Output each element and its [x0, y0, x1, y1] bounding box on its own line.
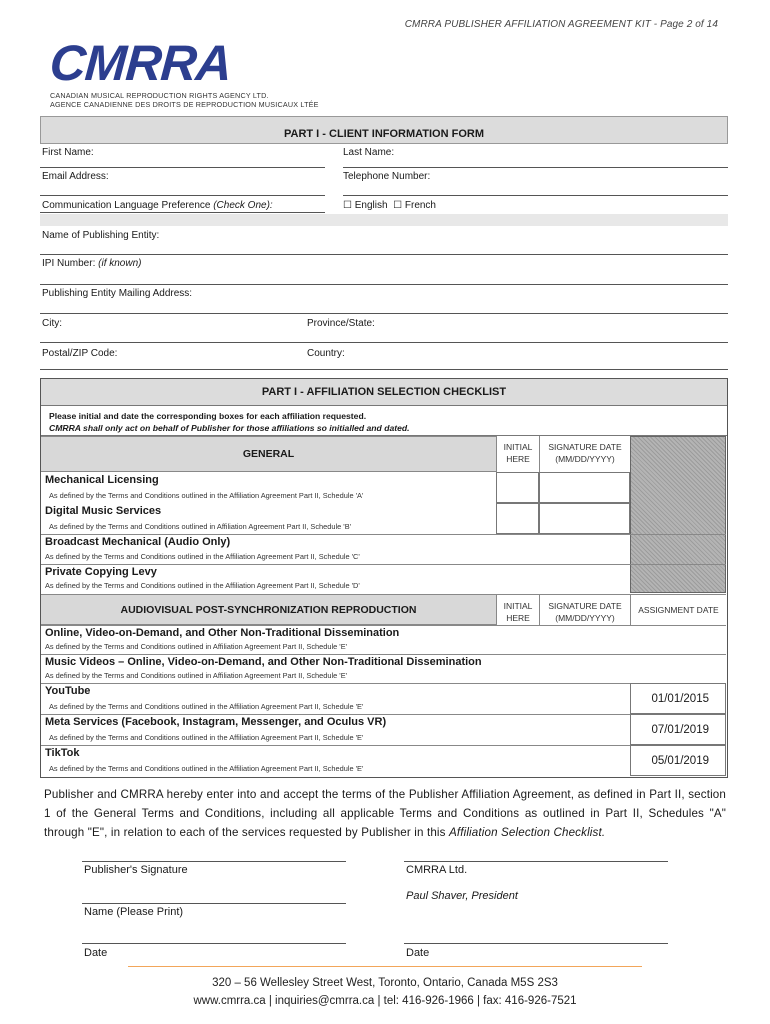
- print-name-line[interactable]: [82, 903, 346, 904]
- checklist-title: PART I - AFFILIATION SELECTION CHECKLIST: [41, 379, 727, 406]
- postal-label: Postal/ZIP Code:: [42, 348, 118, 359]
- assignment-date: 05/01/2019: [630, 745, 726, 776]
- first-name-label: First Name:: [42, 147, 94, 158]
- date-label-right: Date: [406, 947, 430, 959]
- footer-address: 320 – 56 Wellesley Street West, Toronto, Ontario, Canada M5S 2S3: [212, 977, 558, 989]
- publisher-signature-label: Publisher's Signature: [84, 864, 188, 876]
- assignment-date-column-header: ASSIGNMENT DATE: [630, 594, 726, 625]
- signature-date-column-header: SIGNATURE DATE (MM/DD/YYYY): [539, 594, 630, 625]
- list-item: YouTube As defined by the Terms and Conditions outlined in the Affiliation Agreement Part II, Schedule 'E' 01/01/2015: [41, 683, 726, 714]
- list-item: Digital Music Services As defined by the Terms and Conditions outlined in Affiliation Agreement Part II, Schedule 'B': [41, 503, 726, 534]
- country-label: Country:: [307, 348, 345, 359]
- list-item: Music Videos – Online, Video-on-Demand, and Other Non-Traditional Dissemination As defined by the Terms and Conditions outlined in Affiliation Agreement Part II, Schedule 'E': [45, 656, 482, 680]
- city-province-field[interactable]: [40, 342, 728, 343]
- logo-wordmark: CMRRA: [48, 35, 234, 91]
- signature-date-box[interactable]: [539, 503, 630, 534]
- page-header: CMRRA PUBLISHER AFFILIATION AGREEMENT KIT - Page 2 of 14: [404, 19, 718, 30]
- date-label-left: Date: [84, 947, 108, 959]
- ipi-hint: (if known): [98, 258, 142, 269]
- footer-rule: [128, 966, 642, 967]
- ipi-label: IPI Number:: [42, 258, 96, 269]
- postal-country-field[interactable]: [40, 369, 728, 370]
- phone-label: Telephone Number:: [343, 171, 431, 182]
- shaded-divider: [40, 214, 728, 226]
- logo-english-name: CANADIAN MUSICAL REPRODUCTION RIGHTS AGENCY LTD.: [50, 91, 269, 100]
- initial-box[interactable]: [496, 472, 539, 503]
- general-heading: GENERAL: [41, 436, 496, 472]
- french-checkbox[interactable]: ☐: [393, 200, 403, 211]
- client-information-form: [40, 116, 728, 370]
- date-line-left[interactable]: [82, 943, 346, 944]
- last-name-field[interactable]: [343, 167, 728, 168]
- language-label: Communication Language Preference: [42, 200, 211, 211]
- first-name-field[interactable]: [40, 167, 325, 168]
- client-info-title: PART I - CLIENT INFORMATION FORM: [40, 116, 728, 144]
- agreement-paragraph: Publisher and CMRRA hereby enter into and accept the terms of the Publisher Affiliation Agreement, as defined in Part II, section 1 of the General Terms and Conditions, including all applicable Terms and Conditions as outlined in Part II, Schedules "A" through "E", in relation to each of the services requested by Publisher in this Affiliation Selection Checklist.: [44, 788, 726, 839]
- list-item: Meta Services (Facebook, Instagram, Messenger, and Oculus VR) As defined by the Terms and Conditions outlined in the Affiliation Agreement Part II, Schedule 'E' 07/01/2019: [41, 714, 726, 745]
- mailing-label: Publishing Entity Mailing Address:: [42, 288, 193, 299]
- entity-field[interactable]: [40, 254, 728, 255]
- print-name-label: Name (Please Print): [84, 906, 184, 918]
- phone-field[interactable]: [343, 195, 728, 196]
- list-item: TikTok As defined by the Terms and Conditions outlined in the Affiliation Agreement Part II, Schedule 'E' 05/01/2019: [41, 745, 726, 776]
- english-checkbox[interactable]: ☐: [343, 200, 352, 211]
- french-label: French: [404, 200, 436, 211]
- email-field[interactable]: [40, 195, 325, 196]
- list-item: Online, Video-on-Demand, and Other Non-Traditional Dissemination As defined by the Terms and Conditions outlined in Affiliation Agreement Part II, Schedule 'E': [45, 627, 400, 651]
- list-item: Private Copying Levy As defined by the Terms and Conditions outlined in the Affiliation Agreement Part II, Schedule 'D': [45, 566, 360, 590]
- province-label: Province/State:: [307, 318, 375, 329]
- publisher-signature-line[interactable]: [82, 861, 346, 862]
- audiovisual-heading: AUDIOVISUAL POST-SYNCHRONIZATION REPRODUCTION: [41, 594, 496, 625]
- email-label: Email Address:: [42, 171, 109, 182]
- initial-column-header: INITIAL HERE: [496, 436, 539, 472]
- cmrra-logo: [48, 35, 319, 109]
- assignment-date: 07/01/2019: [630, 714, 726, 745]
- instruction-line-1: Please initial and date the corresponding boxes for each affiliation requested.: [49, 411, 367, 421]
- ipi-field[interactable]: [40, 284, 728, 285]
- instruction-line-2: CMRRA shall only act on behalf of Publisher for those affiliations so initialled and dated.: [49, 423, 410, 433]
- city-label: City:: [42, 318, 62, 329]
- assignment-date: 01/01/2015: [630, 683, 726, 714]
- initial-column-header: INITIAL HERE: [496, 594, 539, 625]
- checklist-instructions: [41, 406, 727, 436]
- signature-date-box[interactable]: [539, 472, 630, 503]
- agreement-emphasis: Affiliation Selection Checklist.: [448, 826, 606, 839]
- mailing-field[interactable]: [40, 313, 728, 314]
- list-item: Broadcast Mechanical (Audio Only) As defined by the Terms and Conditions outlined in the Affiliation Agreement Part II, Schedule 'C': [45, 536, 360, 561]
- logo-french-name: AGENCE CANADIENNE DES DROITS DE REPRODUCTION MUSICAUX LTÉE: [50, 100, 319, 109]
- last-name-label: Last Name:: [343, 147, 395, 158]
- list-item: Mechanical Licensing As defined by the Terms and Conditions outlined in the Affiliation Agreement Part II, Schedule 'A': [41, 472, 726, 503]
- entity-label: Name of Publishing Entity:: [42, 230, 160, 241]
- date-line-right[interactable]: [404, 943, 668, 944]
- footer-contact: www.cmrra.ca | inquiries@cmrra.ca | tel: 416-926-1966 | fax: 416-926-7521: [193, 995, 577, 1007]
- president-name: Paul Shaver, President: [406, 890, 518, 902]
- signature-date-column-header: SIGNATURE DATE (MM/DD/YYYY): [539, 436, 630, 472]
- affiliation-checklist: [40, 378, 728, 778]
- initial-box[interactable]: [496, 503, 539, 534]
- cmrra-label: CMRRA Ltd.: [406, 864, 468, 876]
- english-label: English: [354, 200, 388, 211]
- language-hint: (Check One):: [213, 200, 273, 211]
